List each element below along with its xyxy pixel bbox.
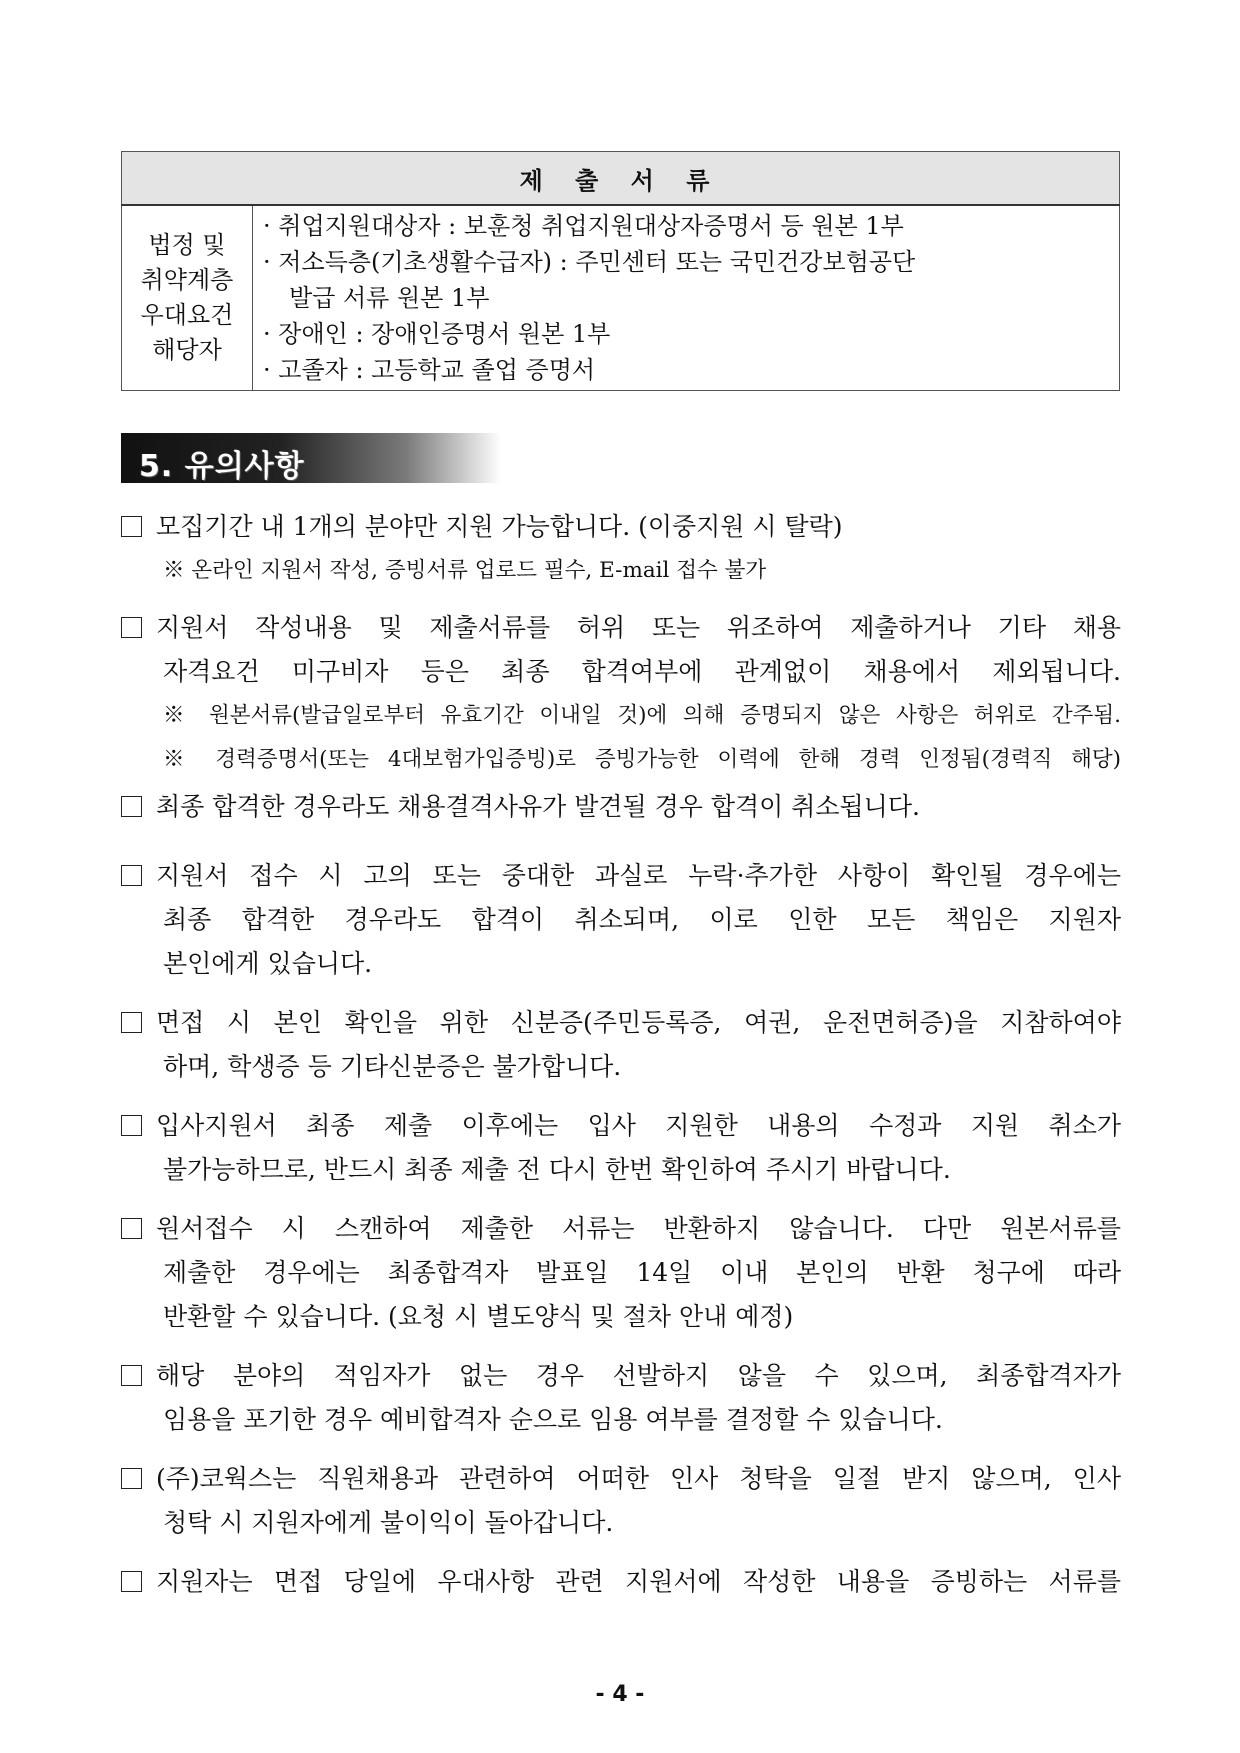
note-item: [121, 854, 1121, 986]
checkbox-icon: [121, 1468, 142, 1489]
checkbox-icon: [121, 796, 142, 817]
note-sub-line: ※ 원본서류(발급일로부터 유효기간 이내일 것)에 의해 증명되지 않은 사항은 허위로 간주됨.: [163, 703, 1121, 728]
document-item: · 장애인 : 장애인증명서 원본 1부: [263, 320, 611, 348]
document-item-continuation: 발급 서류 원본 1부: [289, 284, 490, 312]
note-line: 임용을 포기한 경우 예비합격자 순으로 임용 여부를 결정할 수 있습니다.: [163, 1405, 943, 1434]
note-item: [121, 1207, 1121, 1339]
note-item: [121, 1560, 1121, 1604]
note-item: [121, 1001, 1121, 1089]
note-line: 자격요건 미구비자 등은 최종 합격여부에 관계없이 채용에서 제외됩니다.: [163, 657, 1121, 686]
checkbox-icon: [121, 1571, 142, 1592]
document-item: · 고졸자 : 고등학교 졸업 증명서: [263, 356, 596, 384]
note-line: 지원서 접수 시 고의 또는 중대한 과실로 누락·추가한 사항이 확인될 경우에는: [121, 854, 1121, 898]
document-item: · 저소득층(기초생활수급자) : 주민센터 또는 국민건강보험공단: [263, 248, 916, 276]
note-item: [121, 785, 1121, 829]
checkbox-icon: [121, 516, 142, 537]
note-line: 청탁 시 지원자에게 불이익이 돌아갑니다.: [163, 1508, 614, 1537]
note-line: 원서접수 시 스캔하여 제출한 서류는 반환하지 않습니다. 다만 원본서류를: [121, 1207, 1121, 1251]
section-header-bar: [121, 433, 501, 483]
category-cell: [122, 205, 253, 391]
category-line: 해당자: [152, 336, 222, 364]
note-line: 지원서 작성내용 및 제출서류를 허위 또는 위조하여 제출하거나 기타 채용: [121, 606, 1121, 650]
note-item: [121, 606, 1121, 782]
checkbox-icon: [121, 1218, 142, 1239]
note-item: [121, 1104, 1121, 1192]
checkbox-icon: [121, 1012, 142, 1033]
checkbox-icon: [121, 1115, 142, 1136]
note-sub-line: ※ 경력증명서(또는 4대보험가입증빙)로 증빙가능한 이력에 한해 경력 인정됨(경력직 해당): [163, 747, 1121, 772]
note-line: 모집기간 내 1개의 분야만 지원 가능합니다. (이중지원 시 탈락): [121, 505, 1121, 549]
checkbox-icon: [121, 1365, 142, 1386]
table-header: 제 출 서 류: [122, 152, 1120, 206]
items-cell: [253, 205, 1120, 391]
note-line: 최종 합격한 경우라도 채용결격사유가 발견될 경우 합격이 취소됩니다.: [121, 785, 1121, 829]
note-item: [121, 505, 1121, 593]
note-line: 제출한 경우에는 최종합격자 발표일 14일 이내 본인의 반환 청구에 따라: [163, 1258, 1121, 1287]
category-line: 법정 및: [148, 231, 226, 259]
note-line: 하며, 학생증 등 기타신분증은 불가합니다.: [163, 1052, 622, 1081]
note-sub-line: ※ 온라인 지원서 작성, 증빙서류 업로드 필수, E-mail 접수 불가: [163, 558, 767, 583]
page-number: - 4 -: [595, 1682, 645, 1707]
note-line: 불가능하므로, 반드시 최종 제출 전 다시 한번 확인하여 주시기 바랍니다.: [163, 1155, 951, 1184]
category-line: 취약계층: [140, 266, 234, 294]
note-line: 반환할 수 있습니다. (요청 시 별도양식 및 절차 안내 예정): [163, 1302, 794, 1331]
note-line: 최종 합격한 경우라도 합격이 취소되며, 이로 인한 모든 책임은 지원자: [163, 905, 1121, 934]
note-line: 본인에게 있습니다.: [163, 949, 373, 978]
checkbox-icon: [121, 865, 142, 886]
note-line: 면접 시 본인 확인을 위한 신분증(주민등록증, 여권, 운전면허증)을 지참하여야: [121, 1001, 1121, 1045]
note-line: (주)코웍스는 직원채용과 관련하여 어떠한 인사 청탁을 일절 받지 않으며, 인사: [121, 1457, 1121, 1501]
submission-documents-table: [121, 151, 1120, 391]
note-item: [121, 1457, 1121, 1545]
category-line: 우대요건: [140, 301, 234, 329]
section-title: 5. 유의사항: [139, 449, 305, 484]
note-line: 지원자는 면접 당일에 우대사항 관련 지원서에 작성한 내용을 증빙하는 서류를: [121, 1560, 1121, 1604]
checkbox-icon: [121, 617, 142, 638]
note-line: 입사지원서 최종 제출 이후에는 입사 지원한 내용의 수정과 지원 취소가: [121, 1104, 1121, 1148]
document-item: · 취업지원대상자 : 보훈청 취업지원대상자증명서 등 원본 1부: [263, 212, 904, 240]
note-item: [121, 1354, 1121, 1442]
note-line: 해당 분야의 적임자가 없는 경우 선발하지 않을 수 있으며, 최종합격자가: [121, 1354, 1121, 1398]
